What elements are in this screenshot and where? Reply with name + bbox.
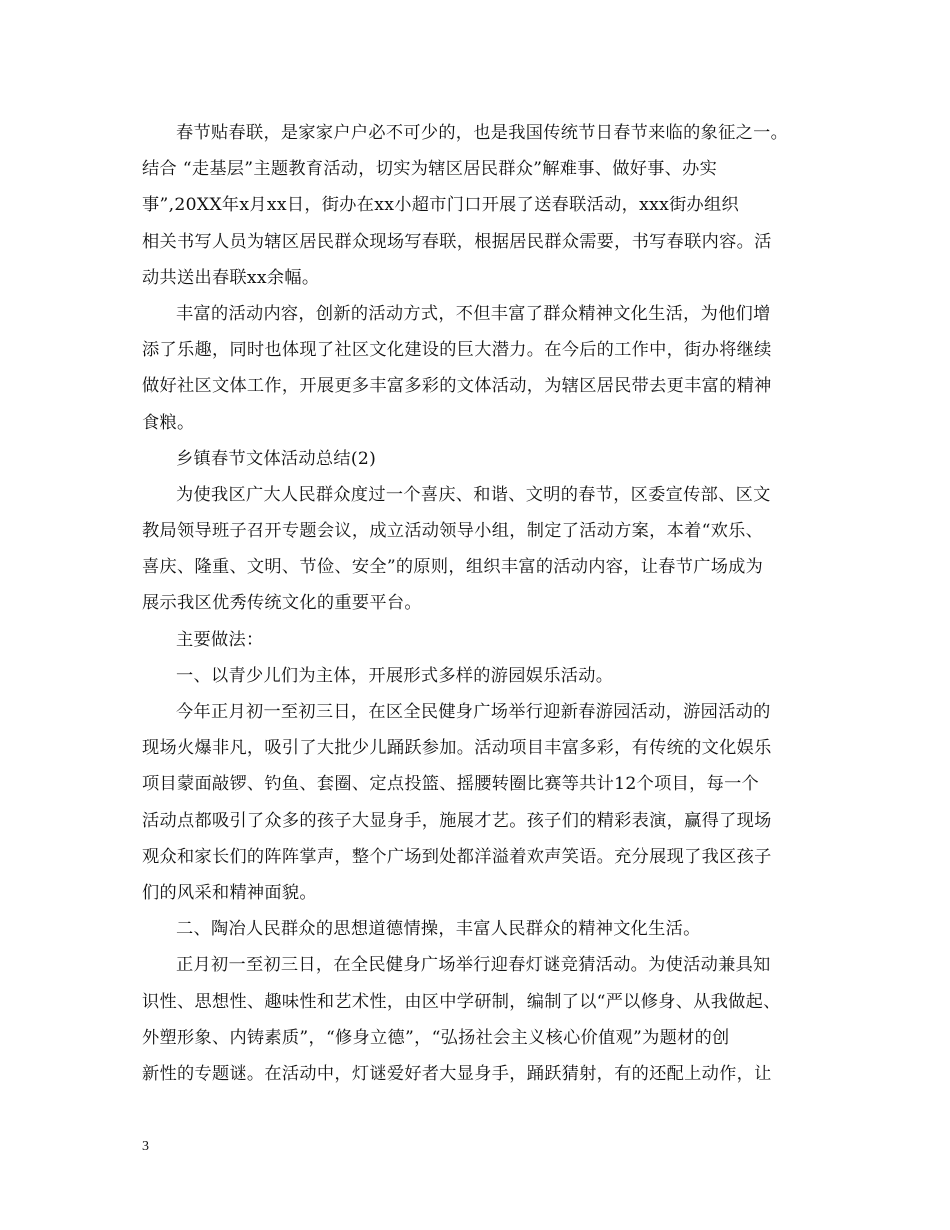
- heading-line: 二、陶冶人民群众的思想道德情操，丰富人民群众的精神文化生活。: [176, 919, 701, 940]
- subheading-item-two: [142, 911, 822, 947]
- text-line: 活动点都吸引了众多的孩子大显身手，施展才艺。孩子们的精彩表演，赢得了现场: [142, 810, 772, 831]
- text-line: 相关书写人员为辖区居民群众现场写春联，根据居民群众需要，书写春联内容。活: [142, 231, 772, 252]
- text-line: 做好社区文体工作，开展更多丰富多彩的文体活动，为辖区居民带去更丰富的精神: [142, 376, 772, 397]
- text-line: 观众和家长们的阵阵掌声，整个广场到处都洋溢着欢声笑语。充分展现了我区孩子: [142, 846, 772, 867]
- subheading-item-one: [142, 658, 822, 694]
- paragraph-activity-content: [142, 296, 822, 441]
- text-line: 今年正月初一至初三日，在区全民健身广场举行迎新春游园活动，游园活动的: [176, 702, 771, 722]
- page-number: 3: [142, 1139, 149, 1154]
- text-line: 们的风采和精神面貌。: [142, 882, 317, 903]
- text-line: 现场火爆非凡，吸引了大批少儿踊跃参加。活动项目丰富多彩，有传统的文化娱乐: [142, 738, 772, 759]
- text-line: 为使我区广大人民群众度过一个喜庆、和谐、文明的春节，区委宣传部、区文: [176, 484, 771, 505]
- text-line: 新性的专题谜。在活动中，灯谜爱好者大显身手，踊跃猜射，有的还配上动作，让: [142, 1063, 772, 1084]
- text-line: 动共送出春联xx余幅。: [142, 267, 320, 288]
- section-heading: [142, 441, 822, 477]
- heading-line: 主要做法：: [176, 629, 264, 650]
- text-line: 正月初一至初三日，在全民健身广场举行迎春灯谜竞猜活动。为使活动兼具知: [176, 955, 771, 976]
- text-line: 教局领导班子召开专题会议，成立活动领导小组，制定了活动方案，本着“欢乐、: [142, 521, 764, 542]
- paragraph-spring-couplets: [142, 115, 822, 296]
- heading-line: 乡镇春节文体活动总结(2): [176, 448, 377, 469]
- text-line: 项目蒙面敲锣、钓鱼、套圈、定点投篮、摇腰转圈比赛等共计12个项目，每一个: [142, 774, 760, 795]
- paragraph-lantern-riddles: [142, 947, 822, 1092]
- paragraph-garden-party: [142, 694, 822, 911]
- subheading-main-practices: [142, 622, 822, 658]
- text-line: 添了乐趣，同时也体现了社区文化建设的巨大潜力。在今后的工作中，街办将继续: [142, 340, 772, 361]
- text-line: 外塑形象、内铸素质”，“修身立德”，“弘扬社会主义核心价值观”为题材的创: [142, 1027, 730, 1048]
- text-line: 结合 “走基层”主题教育活动，切实为辖区居民群众”解难事、做好事、办实: [142, 159, 718, 180]
- paragraph-introduction: [142, 477, 822, 622]
- text-line: 春节贴春联，是家家户户必不可少的，也是我国传统节日春节来临的象征之一。: [176, 123, 789, 143]
- text-line: 喜庆、隆重、文明、节俭、安全”的原则，组织丰富的活动内容，让春节广场成为: [142, 557, 764, 578]
- text-line: 展示我区优秀传统文化的重要平台。: [142, 593, 422, 614]
- text-line: 丰富的活动内容，创新的活动方式，不但丰富了群众精神文化生活，为他们增: [176, 303, 771, 324]
- document-body: [142, 115, 822, 1092]
- heading-line: 一、以青少儿们为主体，开展形式多样的游园娱乐活动。: [176, 665, 614, 686]
- text-line: 识性、思想性、趣味性和艺术性，由区中学研制，编制了以“严以修身、从我做起、: [142, 991, 781, 1012]
- text-line: 事”,20XX年x月xx日，街办在xx小超市门口开展了送春联活动，xxx街办组织: [142, 195, 740, 216]
- text-line: 食粮。: [142, 412, 195, 433]
